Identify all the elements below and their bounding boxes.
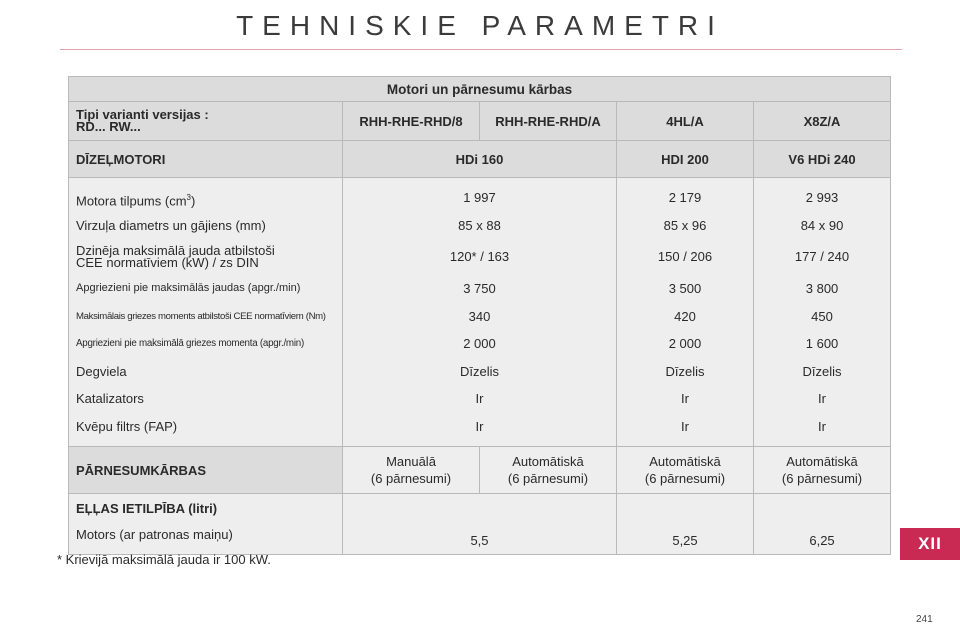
spec-value: 450 — [811, 308, 833, 324]
table-caption: Motori un pārnesumu kārbas — [69, 77, 891, 102]
spec-value: Ir — [681, 391, 689, 406]
diesel-engines-label: DĪZEĻMOTORI — [69, 141, 343, 178]
gearbox-value — [480, 447, 617, 494]
gearbox-value — [754, 447, 891, 494]
spec-label-text-end: ) — [190, 193, 196, 209]
spec-value: Ir — [681, 418, 689, 434]
spec-labels — [69, 178, 343, 447]
spec-value: 177 / 240 — [794, 249, 850, 264]
gearbox-gears: (6 pārnesumi) — [644, 471, 726, 486]
gearbox-value — [343, 447, 480, 494]
gearbox-type: Automātiskā — [649, 454, 721, 469]
spec-value: 150 / 206 — [657, 249, 713, 264]
gearbox-gears: (6 pārnesumi) — [507, 471, 589, 486]
spec-values-hdi-160 — [343, 178, 617, 447]
engines-gearboxes-table — [68, 76, 891, 555]
spec-value: 2 000 — [668, 336, 702, 351]
spec-value: 3 750 — [463, 281, 496, 296]
version-type-label-line2: RD... RW... — [76, 119, 141, 134]
spec-label-displacement — [76, 184, 342, 212]
oil-capacity-heading: EĻĻAS IETILPĪBA (litri) — [76, 501, 218, 516]
engine-name: V6 HDi 240 — [754, 141, 891, 178]
spec-value: 2 993 — [805, 190, 839, 205]
oil-capacity-value: 5,25 — [617, 494, 754, 555]
chapter-tab[interactable]: XII — [900, 528, 960, 560]
title-divider — [60, 49, 902, 50]
spec-label-catalyst: Katalizators — [76, 391, 144, 406]
version-header: RHH-RHE-RHD/A — [480, 102, 617, 141]
spec-value: 1 997 — [463, 190, 496, 205]
oil-capacity-label — [69, 494, 343, 555]
spec-value: 2 000 — [463, 336, 496, 351]
engine-name: HDI 200 — [617, 141, 754, 178]
gearboxes-label: PĀRNESUMKĀRBAS — [69, 447, 343, 494]
version-header: RHH-RHE-RHD/8 — [343, 102, 480, 141]
spec-value: 120* / 163 — [449, 249, 510, 264]
spec-value: 3 500 — [668, 281, 702, 296]
gearbox-type: Automātiskā — [512, 454, 584, 469]
spec-value: 340 — [468, 308, 491, 324]
oil-capacity-sublabel: Motors (ar patronas maiņu) — [76, 527, 233, 542]
spec-values-v6-hdi-240 — [754, 178, 891, 447]
oil-capacity-value: 5,5 — [343, 494, 617, 555]
page-number: 241 — [916, 614, 933, 625]
spec-label-line2: CEE normatīviem (kW) / zs DIN — [76, 255, 259, 270]
page-title: TEHNISKIE PARAMETRI — [236, 10, 724, 41]
spec-value: 85 x 96 — [663, 217, 707, 233]
footnote: * Krievijā maksimālā jauda ir 100 kW. — [57, 552, 271, 567]
spec-value: 1 600 — [805, 336, 839, 351]
spec-label-text: Motora tilpums (cm — [76, 193, 187, 209]
spec-value: 85 x 88 — [458, 217, 501, 233]
gearbox-value — [617, 447, 754, 494]
spec-label-power-rpm: Apgriezieni pie maksimālās jaudas (apgr./min) — [76, 282, 301, 294]
spec-values-hdi-200 — [617, 178, 754, 447]
gearbox-type: Automātiskā — [786, 454, 858, 469]
engine-name: HDi 160 — [343, 141, 617, 178]
spec-value: Dīzelis — [459, 363, 499, 379]
spec-label-bore-stroke: Virzuļa diametrs un gājiens (mm) — [76, 217, 266, 233]
version-type-label-line1: Tipi varianti versijas : — [76, 107, 209, 122]
spec-label-max-power — [76, 239, 342, 275]
spec-value: 2 179 — [668, 190, 702, 205]
version-type-label — [69, 102, 343, 141]
spec-value: 420 — [674, 308, 696, 324]
oil-capacity-value: 6,25 — [754, 494, 891, 555]
spec-value: Ir — [818, 391, 826, 406]
spec-value: Ir — [475, 391, 484, 406]
version-header: X8Z/A — [754, 102, 891, 141]
gearbox-gears: (6 pārnesumi) — [781, 471, 863, 486]
spec-label-torque-rpm: Apgriezieni pie maksimālā griezes momenta (apgr./min) — [76, 338, 304, 349]
spec-value: Dīzelis — [665, 363, 705, 379]
spec-label-line1: Dzinēja maksimālā jauda atbilstoši — [76, 242, 275, 258]
spec-label-particle-filter: Kvēpu filtrs (FAP) — [76, 418, 178, 434]
spec-value: 3 800 — [805, 281, 839, 296]
gearbox-type: Manuālā — [386, 454, 436, 469]
spec-value: 84 x 90 — [800, 217, 844, 233]
version-header: 4HL/A — [617, 102, 754, 141]
spec-value: Ir — [818, 418, 826, 434]
spec-label-max-torque: Maksimālais griezes moments atbilstoši CEE normatīviem (Nm) — [76, 310, 326, 322]
superscript-3: 3 — [186, 193, 191, 202]
spec-label-fuel: Degviela — [76, 363, 127, 379]
spec-value: Dīzelis — [802, 363, 842, 379]
spec-value: Ir — [475, 418, 484, 434]
gearbox-gears: (6 pārnesumi) — [370, 471, 452, 486]
